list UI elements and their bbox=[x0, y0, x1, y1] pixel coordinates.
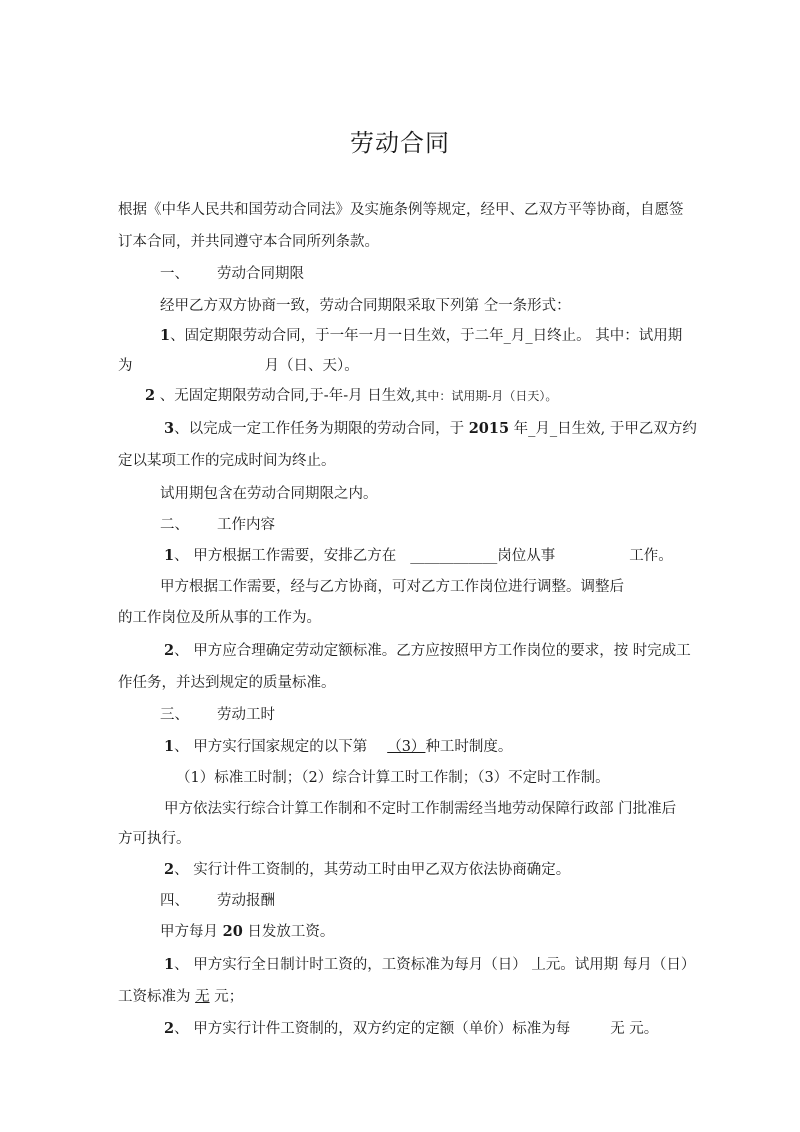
section-1-number: 一、 bbox=[160, 266, 189, 282]
item-number: 1 bbox=[160, 327, 171, 344]
item-number: 2 bbox=[164, 642, 175, 659]
document-title: 劳动合同 bbox=[350, 129, 450, 157]
item-text: 、 甲方实行国家规定的以下第 bbox=[174, 739, 368, 755]
section-2-item-1 bbox=[164, 547, 673, 565]
item-text: 工资标准为 bbox=[118, 989, 196, 1005]
section-3-heading bbox=[160, 706, 275, 724]
item-number: 2 bbox=[164, 861, 175, 878]
item-text-small: 其中：试用期-月（日天）。 bbox=[415, 389, 558, 403]
section-1-item-3 bbox=[164, 420, 697, 438]
item-number: 3 bbox=[164, 420, 175, 437]
section-4-title: 劳动报酬 bbox=[217, 893, 275, 909]
intro-line-1: 根据《中华人民共和国劳动合同法》及实施条例等规定，经甲、乙双方平等协商，自愿签 bbox=[118, 202, 684, 218]
intro-line-2: 订本合同，并共同遵守本合同所列条款。 bbox=[118, 234, 379, 250]
item-text: 年_月_日生效, 于甲乙双方约 bbox=[509, 421, 697, 437]
section-2-item-1-p2b: 的工作岗位及所从事的工作为。 bbox=[118, 610, 321, 626]
item-text: 、 甲方根据工作需要，安排乙方在 bbox=[174, 548, 397, 564]
item-text: 、 实行计件工资制的，其劳动工时由甲乙双方依法协商确定。 bbox=[174, 862, 571, 878]
payday-line bbox=[160, 923, 334, 941]
section-4-number: 四、 bbox=[160, 893, 189, 909]
section-3-item-1 bbox=[164, 738, 512, 756]
section-4-item-1-cont bbox=[118, 988, 243, 1006]
section-3-item-2 bbox=[164, 861, 570, 879]
section-1-heading bbox=[160, 265, 304, 283]
year-value: 2015 bbox=[468, 420, 510, 437]
item-text: 、 甲方应合理确定劳动定额标准。乙方应按照甲方工作岗位的要求，按 时完成工 bbox=[174, 643, 691, 659]
item-text: 日发放工资。 bbox=[242, 924, 335, 940]
section-2-item-2 bbox=[164, 642, 691, 660]
item-number: 2 bbox=[145, 387, 156, 404]
section-1-lead: 经甲乙方双方协商一致，劳动合同期限采取下列第 仝一条形式： bbox=[160, 298, 571, 314]
item-text: 、 甲方实行计件工资制的，双方约定的定额（单价）标准为每 bbox=[174, 1021, 571, 1037]
payday-value: 20 bbox=[222, 923, 243, 940]
section-4-item-2 bbox=[164, 1020, 658, 1038]
item-number: 2 bbox=[164, 1020, 175, 1037]
item-text: 甲方每月 bbox=[160, 924, 223, 940]
section-1-item-1-cont bbox=[118, 357, 359, 375]
section-3-number: 三、 bbox=[160, 707, 189, 723]
probation-note: 试用期包含在劳动合同期限之内。 bbox=[160, 486, 378, 502]
section-1-item-2 bbox=[145, 387, 557, 405]
section-4-heading bbox=[160, 892, 275, 910]
wage-amount: 丄 bbox=[531, 957, 546, 973]
item-number: 1 bbox=[164, 547, 175, 564]
position-blank: ____________ bbox=[410, 548, 498, 564]
section-2-title: 工作内容 bbox=[217, 517, 275, 533]
probation-wage-value: 无 bbox=[195, 989, 210, 1005]
item-text: 、固定期限劳动合同，于一年一月一日生效，于二年_月_日终止。 其中：试用期 bbox=[170, 328, 683, 344]
item-text: 岗位从事 bbox=[497, 548, 556, 564]
item-text: 月（日、天）。 bbox=[264, 358, 359, 374]
section-3-note-b: 方可执行。 bbox=[118, 831, 191, 847]
item-text: 种工时制度。 bbox=[425, 739, 513, 755]
section-2-item-1-p2a: 甲方根据工作需要，经与乙方协商，可对乙方工作岗位进行调整。调整后 bbox=[160, 579, 624, 595]
item-text: 、无固定期限劳动合同,于-年-月 日生效, bbox=[155, 388, 416, 404]
item-text: 为 bbox=[118, 358, 133, 374]
item-text: 、以完成一定工作任务为期限的劳动合同，于 bbox=[174, 421, 469, 437]
item-number: 1 bbox=[164, 738, 175, 755]
item-text: 元； bbox=[209, 989, 244, 1005]
section-1-title: 劳动合同期限 bbox=[217, 266, 304, 282]
section-3-title: 劳动工时 bbox=[217, 707, 275, 723]
piece-rate-value: 无 bbox=[610, 1021, 625, 1037]
section-2-number: 二、 bbox=[160, 517, 189, 533]
item-number: 1 bbox=[164, 956, 175, 973]
section-3-note-a: 甲方依法实行综合计算工作制和不定时工作制需经当地劳动保障行政部 门批准后 bbox=[164, 801, 677, 817]
section-1-item-1 bbox=[160, 327, 682, 345]
work-hour-choice: （3） bbox=[387, 739, 426, 755]
section-4-item-1 bbox=[164, 956, 695, 974]
section-2-heading bbox=[160, 516, 275, 534]
section-2-item-2-cont: 作任务，并达到规定的质量标准。 bbox=[118, 675, 336, 691]
item-text: 、 甲方实行全日制计时工资的，工资标准为每月（日） bbox=[174, 957, 532, 973]
item-text: 元。 bbox=[624, 1021, 659, 1037]
section-1-item-3-cont: 定以某项工作的完成时间为终止。 bbox=[118, 453, 336, 469]
work-hour-options: （1）标准工时制；（2）综合计算工时工作制；（3）不定时工作制。 bbox=[176, 770, 610, 786]
item-text: 工作。 bbox=[629, 548, 673, 564]
item-text: 元。试用期 每月（日） bbox=[545, 957, 696, 973]
